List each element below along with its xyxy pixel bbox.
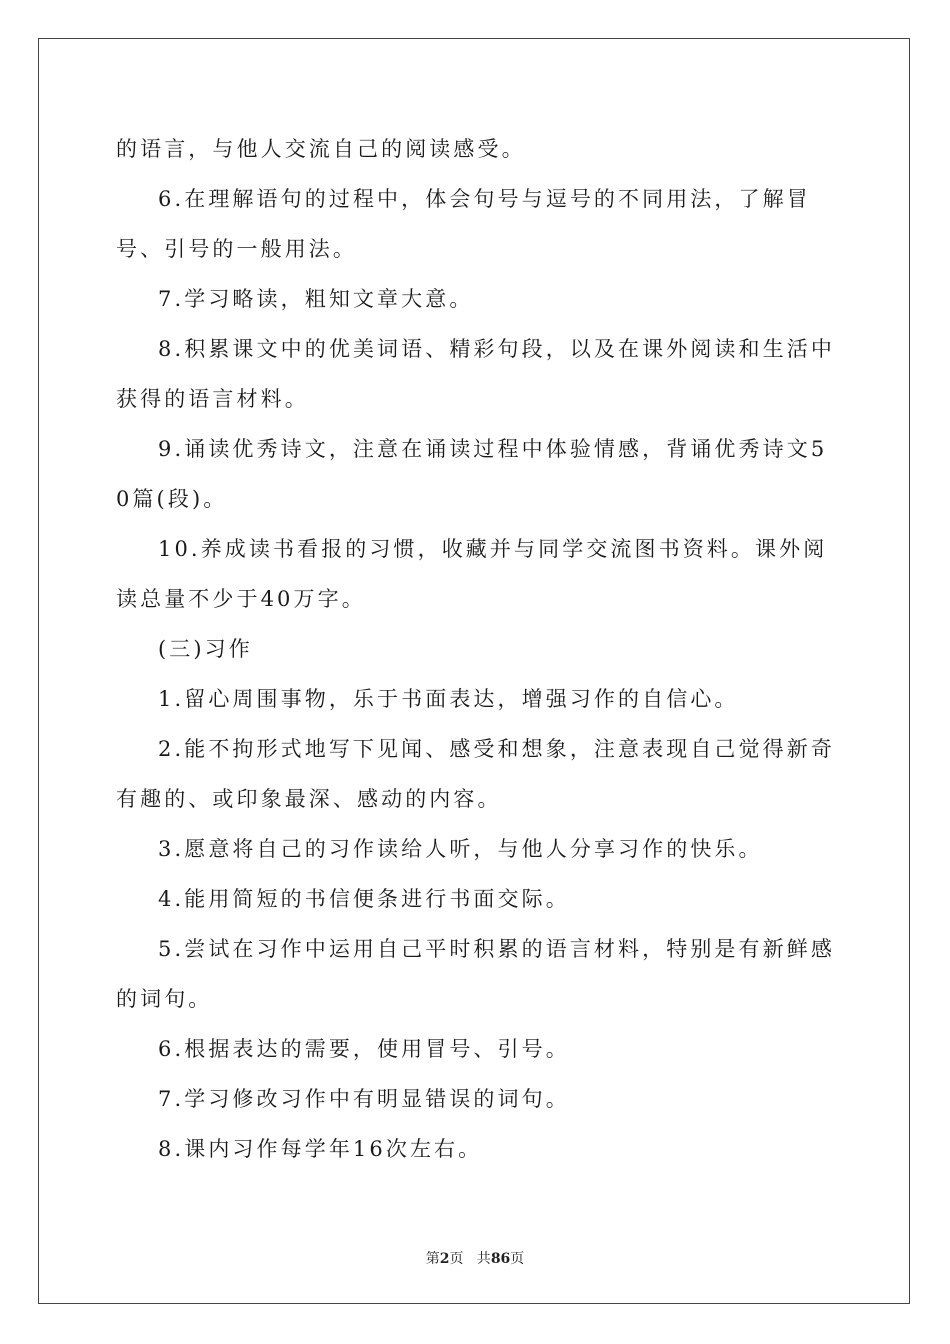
writing-item-2: 2.能不拘形式地写下见闻、感受和想象，注意表现自己觉得新奇有趣的、或印象最深、感动的内容。 xyxy=(116,737,835,811)
section-heading-writing: (三)习作 xyxy=(158,637,253,661)
page-footer xyxy=(0,1248,950,1268)
paragraph-continuation: 的语言，与他人交流自己的阅读感受。 xyxy=(116,137,526,161)
paragraph-item-8: 8.积累课文中的优美词语、精彩句段，以及在课外阅读和生活中获得的语言材料。 xyxy=(116,337,835,411)
paragraph-item-7: 7.学习略读，粗知文章大意。 xyxy=(158,287,474,311)
footer-suffix: 页 xyxy=(510,1251,525,1267)
writing-item-3: 3.愿意将自己的习作读给人听，与他人分享习作的快乐。 xyxy=(158,837,763,861)
footer-prefix: 第 xyxy=(425,1251,440,1267)
writing-item-8: 8.课内习作每学年16次左右。 xyxy=(158,1137,483,1161)
writing-item-7: 7.学习修改习作中有明显错误的词句。 xyxy=(158,1087,570,1111)
writing-item-4: 4.能用简短的书信便条进行书面交际。 xyxy=(158,887,570,911)
paragraph-item-9: 9.诵读优秀诗文，注意在诵读过程中体验情感，背诵优秀诗文50篇(段)。 xyxy=(116,437,828,511)
document-body xyxy=(116,124,836,1174)
paragraph-item-10: 10.养成读书看报的习惯，收藏并与同学交流图书资料。课外阅读总量不少于40万字。 xyxy=(116,537,828,611)
writing-item-5: 5.尝试在习作中运用自己平时积累的语言材料，特别是有新鲜感的词句。 xyxy=(116,937,835,1011)
writing-item-6: 6.根据表达的需要，使用冒号、引号。 xyxy=(158,1037,570,1061)
footer-total-pages: 86 xyxy=(490,1251,511,1267)
writing-item-1: 1.留心周围事物，乐于书面表达，增强习作的自信心。 xyxy=(158,687,739,711)
paragraph-item-6: 6.在理解语句的过程中，体会句号与逗号的不同用法，了解冒号、引号的一般用法。 xyxy=(116,187,811,261)
footer-middle: 页 共 xyxy=(449,1251,491,1267)
footer-page-number: 2 xyxy=(439,1251,450,1267)
